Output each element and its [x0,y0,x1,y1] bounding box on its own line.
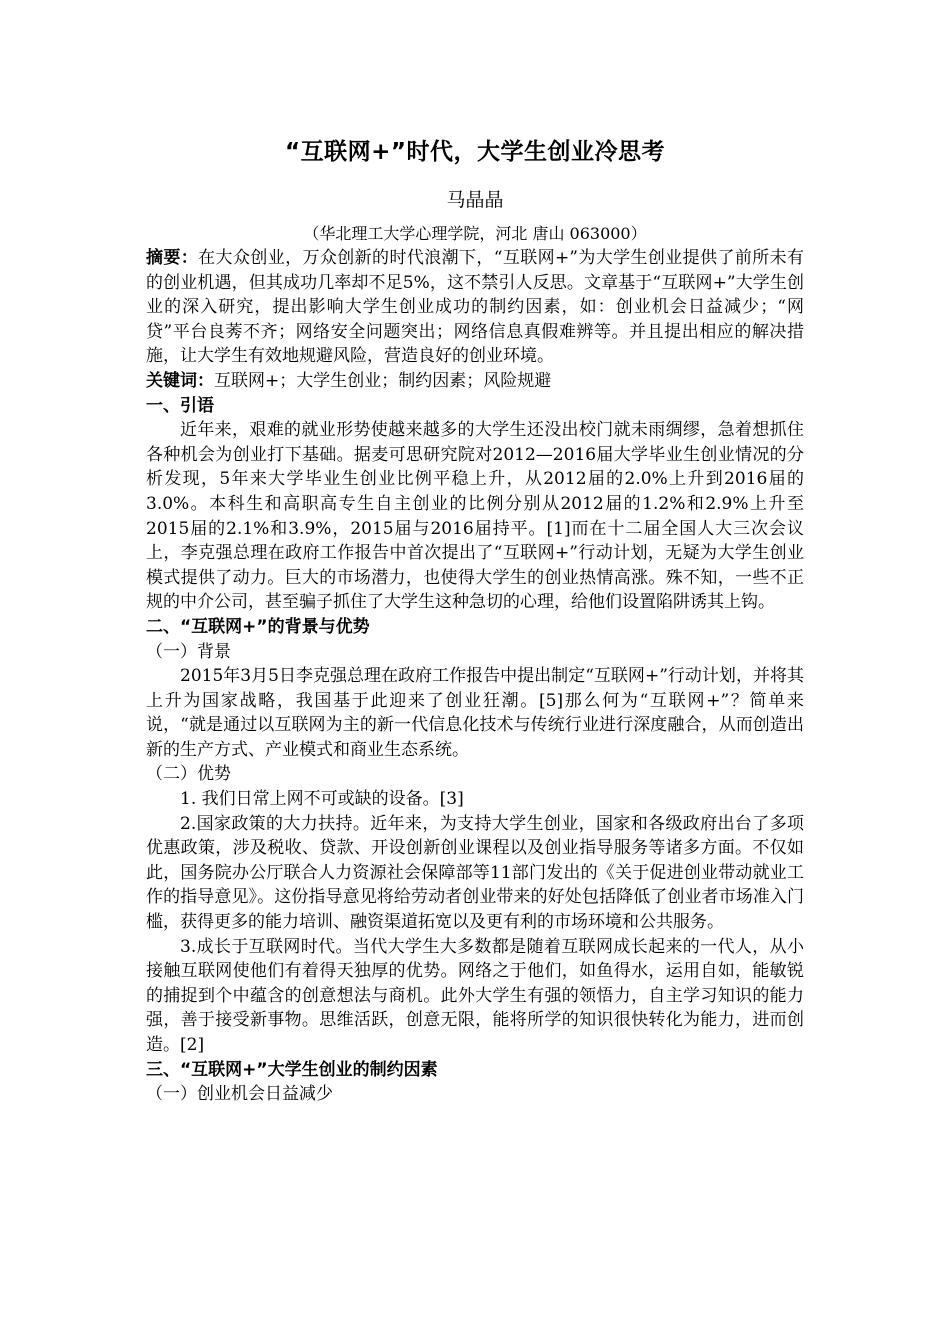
advantage-item-3: 3.成长于互联网时代。当代大学生大多数都是随着互联网成长起来的一代人，从小接触互联网使他们有着得天独厚的优势。网络之于他们，如鱼得水，运用自如，能敏锐的捕捉到个中蕴含的创意想法与商机。此外大学生有强的领悟力，自主学习知识的能力强，善于接受新事物。思维活跃，创意无限，能将所学的知识很快转化为能力，进而创造。[2] [146,936,804,1055]
paragraph-background: 2015年3月5日李克强总理在政府工作报告中提出制定“互联网+”行动计划，并将其上升为国家战略，我国基于此迎来了创业狂潮。[5]那么何为“互联网+”？简单来说，“就是通过以互联网为主的新一代信息化技术与传统行业进行深度融合，从而创造出新的生产方式、产业模式和商业生态系统。 [146,666,804,760]
section-heading-constraints: 三、“互联网+”大学生创业的制约因素 [146,1059,438,1080]
section-heading-introduction: 一、引语 [146,395,214,416]
abstract-label: 摘要： [146,248,199,268]
abstract [146,246,804,369]
subsection-heading-opportunities: （一）创业机会日益减少 [146,1084,333,1105]
advantage-item-1: 1. 我们日常上网不可或缺的设备。[3] [180,789,464,810]
section-heading-background-advantages: 二、“互联网+”的背景与优势 [146,616,370,637]
subsection-heading-advantages: （二）优势 [146,764,231,785]
abstract-text: 在大众创业，万众创新的时代浪潮下，“互联网+”为大学生创业提供了前所未有的创业机遇，但其成功几率却不足5%，这不禁引人反思。文章基于“互联网+”大学生创业的深入研究，提出影响大学生创业成功的制约因素，如：创业机会日益减少；“网贷”平台良莠不齐；网络安全问题突出；网络信息真假难辨等。并且提出相应的解决措施，让大学生有效地规避风险，营造良好的创业环境。 [146,248,805,367]
keywords-text: 互联网+；大学生创业；制约因素；风险规避 [214,370,552,391]
author-name: 马晶晶 [446,189,504,211]
subsection-heading-background: （一）背景 [146,641,231,662]
paper-title: “互联网+”时代，大学生创业冷思考 [284,139,665,165]
paragraph-introduction: 近年来，艰难的就业形势使越来越多的大学生还没出校门就未雨绸缪，急着想抓住各种机会为创业打下基础。据麦可思研究院对2012—2016届大学毕业生创业情况的分析发现，5年来大学毕业生创业比例平稳上升，从2012届的2.0%上升到2016届的3.0%。本科生和高职高专生自主创业的比例分别从2012届的1.2%和2.9%上升至2015届的2.1%和3.9%，2015届与2016届持平。[1]而在十二届全国人大三次会议上，李克强总理在政府工作报告中首次提出了“互联网+”行动计划，无疑为大学生创业模式提供了动力。巨大的市场潜力，也使得大学生的创业热情高涨。殊不知，一些不正规的中介公司，甚至骗子抓住了大学生这种急切的心理，给他们设置陷阱诱其上钩。 [146,420,804,613]
advantage-item-2: 2.国家政策的大力扶持。近年来，为支持大学生创业，国家和各级政府出台了多项优惠政策，涉及税收、贷款、开设创新创业课程以及创业指导服务等诸多方面。不仅如此，国务院办公厅联合人力资源社会保障部等11部门发出的《关于促进创业带动就业工作的指导意见》。这份指导意见将给劳动者创业带来的好处包括降低了创业者市场准入门槛，获得更多的能力培训、融资渠道拓宽以及更有利的市场环境和公共服务。 [146,813,804,933]
keywords-label: 关键词： [146,370,214,391]
keywords [146,369,804,394]
author-affiliation: （华北理工大学心理学院，河北 唐山 063000） [303,224,647,243]
